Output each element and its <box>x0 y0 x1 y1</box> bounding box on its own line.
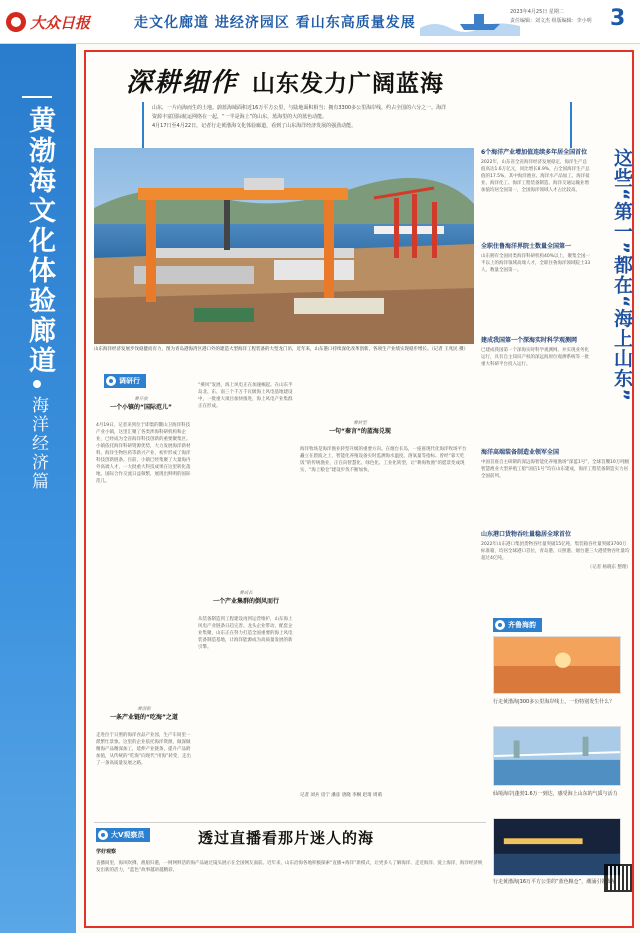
subhead <box>96 396 186 411</box>
date-line: 2023年4月25日 星期二 <box>510 9 564 15</box>
shipyard-photo <box>94 148 474 344</box>
subhead <box>198 590 294 605</box>
firsts-item-body: 2022年山东港口集团货物吞吐量突破15亿吨，集装箱吞吐量突破3700万标准箱，均居全球港口首位，青岛港、日照港、烟台港三大港货物吞吐量均超过4亿吨。 <box>481 542 630 561</box>
firsts-item-head: 海洋高端装备制造业领军全国 <box>481 449 560 456</box>
tag-dot-icon <box>98 830 108 840</box>
firsts-item <box>481 242 591 274</box>
tag-dot-icon <box>495 620 505 630</box>
band-title: 黄渤海文化体验廊道 <box>24 106 55 376</box>
firsts-item-body: 山东拥有全国同类海洋科研机构40%以上，聚集全国一半以上的海洋领域高端人才，全职住鲁海洋领域院士33人，数量全国第一。 <box>481 254 591 273</box>
firsts-item-head: 6个海洋产业增加值连续多年居全国首位 <box>481 149 588 156</box>
firsts-item <box>481 148 591 194</box>
newspaper-logo <box>6 8 110 36</box>
lead-line: 资源丰富国际航运网络在一起，“一半是海上”的山东，蓝海里的大的蓝色动能。 <box>152 114 328 120</box>
thumbnail-caption[interactable]: 行走黄渤海|300多公里海岸线上，一份特别发生什么？ <box>493 699 615 705</box>
subhead-kicker: 看转型 <box>353 421 367 426</box>
sunset-coast-thumbnail[interactable] <box>493 636 621 694</box>
reporter-bylines: 记者 刘兵 房宁 潘彦 唐晓 李桐 赵琦 周萌 <box>300 793 383 798</box>
article-column: 走进位于日照的海洋食品产业园，生产车间里一派繁忙景象。这里的企业依托海洋资源，做深做精海产品精深加工，延伸产业链条，提升产品附加值，从传统的“吃海”向现代“用海”转变，走出了一条高质量发展之路。 <box>96 733 191 766</box>
firsts-item-head: 全职住鲁海洋界院士数量全国第一 <box>481 243 572 250</box>
masthead <box>0 0 640 44</box>
article-column: 直播间里，海风吹拂，渔船归港，一网网鲜活的海产品通过镜头展示在全国网友面前。近年来，山东沿海各地积极探索“直播+海洋”新模式，让更多人了解海洋、走近海洋、爱上海洋，海洋经济焕发出新的活力，“蓝色”故事越讲越精彩。 <box>96 861 483 873</box>
article-column: “乘风”发展，海上风电正在加速崛起。在山东半岛北、东、南三个千万千瓦级海上风电基地建设中，一批重大项目加快推进，海上风电产业集群正在形成。 <box>198 383 293 409</box>
headline-calligraphy: 深耕细作 <box>126 68 239 98</box>
wave-ship-icon <box>420 6 520 36</box>
firsts-item-head: 山东港口货物吞吐量稳居全球首位 <box>481 531 572 538</box>
firsts-column <box>481 148 633 618</box>
page-number: 3 <box>610 6 626 31</box>
band-dot-icon <box>33 380 41 388</box>
date-block <box>510 8 606 26</box>
firsts-item <box>481 336 591 368</box>
subhead-kicker: 看成长 <box>239 591 253 596</box>
firsts-title: 这些“第一”都在“海上山东” <box>611 148 633 402</box>
logo-text: 大众日报 <box>30 13 91 32</box>
article-column: 4月19日，记者来到位于即墨的鳌山卫海洋科技产业小镇，这里汇聚了各类涉海科研机构和企业，已经成为全省海洋科技创新的重要聚集区。小镇依托海洋科研资源优势，大力发展海洋新材料、海洋生物医药等新兴产业，初步形成了海洋科技创新链条。目前，小镇已经集聚了大量海内外高端人才，一大批重大科技成果在这里转化落地，国际合作交流日益频繁，展现出鲜明的国际范儿。 <box>96 423 191 484</box>
headline-main: 山东发力广阔蓝海 <box>252 71 445 97</box>
article-column: 从装备制造到工程建设再到运营维护，山东海上风电产业链条日趋完善。龙头企业带动，配套企业集聚，山东正在努力打造全国重要的海上风电装备制造基地，让海洋能源成为高质量发展的新引擎。 <box>198 617 293 650</box>
subhead-title: 一个产业集群的倒风而行 <box>212 598 279 605</box>
tag-dot-icon <box>106 376 116 386</box>
bigview-tag <box>96 828 150 842</box>
research-tag-label: 调研行 <box>119 377 140 385</box>
section-band <box>0 44 76 933</box>
haiyun-tag <box>493 618 542 632</box>
divider <box>94 822 486 823</box>
bridge-city-thumbnail[interactable] <box>493 726 621 786</box>
article-headline <box>126 62 444 99</box>
night-port-thumbnail[interactable] <box>493 818 621 876</box>
subhead-title: 一句“秦言”的蓝海兑现 <box>329 428 391 435</box>
subhead-title: 一条产业链的“吃海”之道 <box>110 714 178 721</box>
bottom-kicker: 学好观察 <box>96 849 117 855</box>
firsts-item <box>481 448 631 480</box>
masthead-slogan: 走文化廊道 进经济园区 看山东高质量发展 <box>134 15 416 31</box>
lead-line: 山东，一片向海而生的土地。蔚蓝海域面积近16万平方公里，与陆地面积相当；拥有3300多公里海岸线，约占全国的六分之一。海洋 <box>152 105 447 111</box>
article-frame <box>84 50 634 928</box>
article-lead <box>142 102 572 148</box>
band-divider <box>22 96 52 98</box>
subhead-kicker: 看开放 <box>134 397 148 402</box>
thumbnail-caption[interactable]: 仙境海岸|蓬勃1.6万一到达，感受海上山东的气质与活力 <box>493 791 618 797</box>
firsts-byline: （记者 杨晓东 整理） <box>587 565 631 570</box>
subhead-title: 一个小镇的“国际范儿” <box>110 404 172 411</box>
firsts-item-head: 建成我国第一个深海实时科学观测网 <box>481 337 578 344</box>
article-column: 海洋牧场是海洋渔业转型升级的重要方向。在烟台长岛，一座座现代化海洋牧场平台矗立在碧波之上，智能化养殖设备实时监测海水温度、溶氧量等指标。曾经“靠天吃饭”的传统渔业，正在向智慧化、绿色化、工业化转型，让“耕海牧渔”的愿景变成现实，“海上粮仓”建设步伐不断加快。 <box>300 447 467 473</box>
subhead-kicker: 看创新 <box>137 707 151 712</box>
firsts-item-body: 中国首座自主研制的深远海智能化养殖渔场“深蓝1号”，全球首艘10万吨级智慧渔业大型养殖工船“国信1号”均在山东建成，海洋工程装备制造实力居全国前列。 <box>481 460 630 479</box>
bigview-tag-label: 大V观察员 <box>111 831 145 839</box>
photo-caption: 山东海洋经济发展步伐稳健而有力，图为青岛港海湾区港口外的建造大型海洋工程装备的大型龙门吊，近年来，山东港口持续深化改革创新，各项生产业绩实现稳步增长。（记者 王兆民 摄） <box>94 347 469 352</box>
lead-line: 4月17日至4月22日，记者行走黄渤海文化体验廊道，看到了山东海洋经济发展的强劲动能。 <box>152 123 357 129</box>
firsts-item-body: 2022年，山东省全省海洋经济发展稳定，海洋生产总值高达1.6万亿元，同比增长8.9%，占全国海洋生产总值的17.5%，其中海洋渔业、海洋水产品加工、海洋盐业、海洋化工、海洋工程装备制造、海洋交通运输业增加值均居全国第一，全国海洋领域人才占比较高。 <box>481 160 590 193</box>
research-tag <box>104 374 146 388</box>
haiyun-tag-label: 齐鲁海韵 <box>508 621 536 629</box>
subhead <box>96 706 192 721</box>
sun-logo-icon <box>6 12 26 32</box>
thumbnail-caption[interactable]: 行走黄渤海|16万平方公里的“蓝色粮仓”，潮涌引领发展 <box>493 879 617 885</box>
firsts-item-body: 已建成我国第一个深海实时科学观测网，并实现业务化运行，具有自主知识产权的深远海原位观测系统等一批重大科研平台投入运行。 <box>481 348 589 367</box>
bottom-headline: 透过直播看那片迷人的海 <box>198 829 375 847</box>
subhead <box>300 420 420 435</box>
firsts-item <box>481 530 631 571</box>
band-subtitle: 海洋经济篇 <box>28 396 48 491</box>
editor-line: 责任编辑：刘文杰 组版编辑：李小明 <box>510 18 592 24</box>
